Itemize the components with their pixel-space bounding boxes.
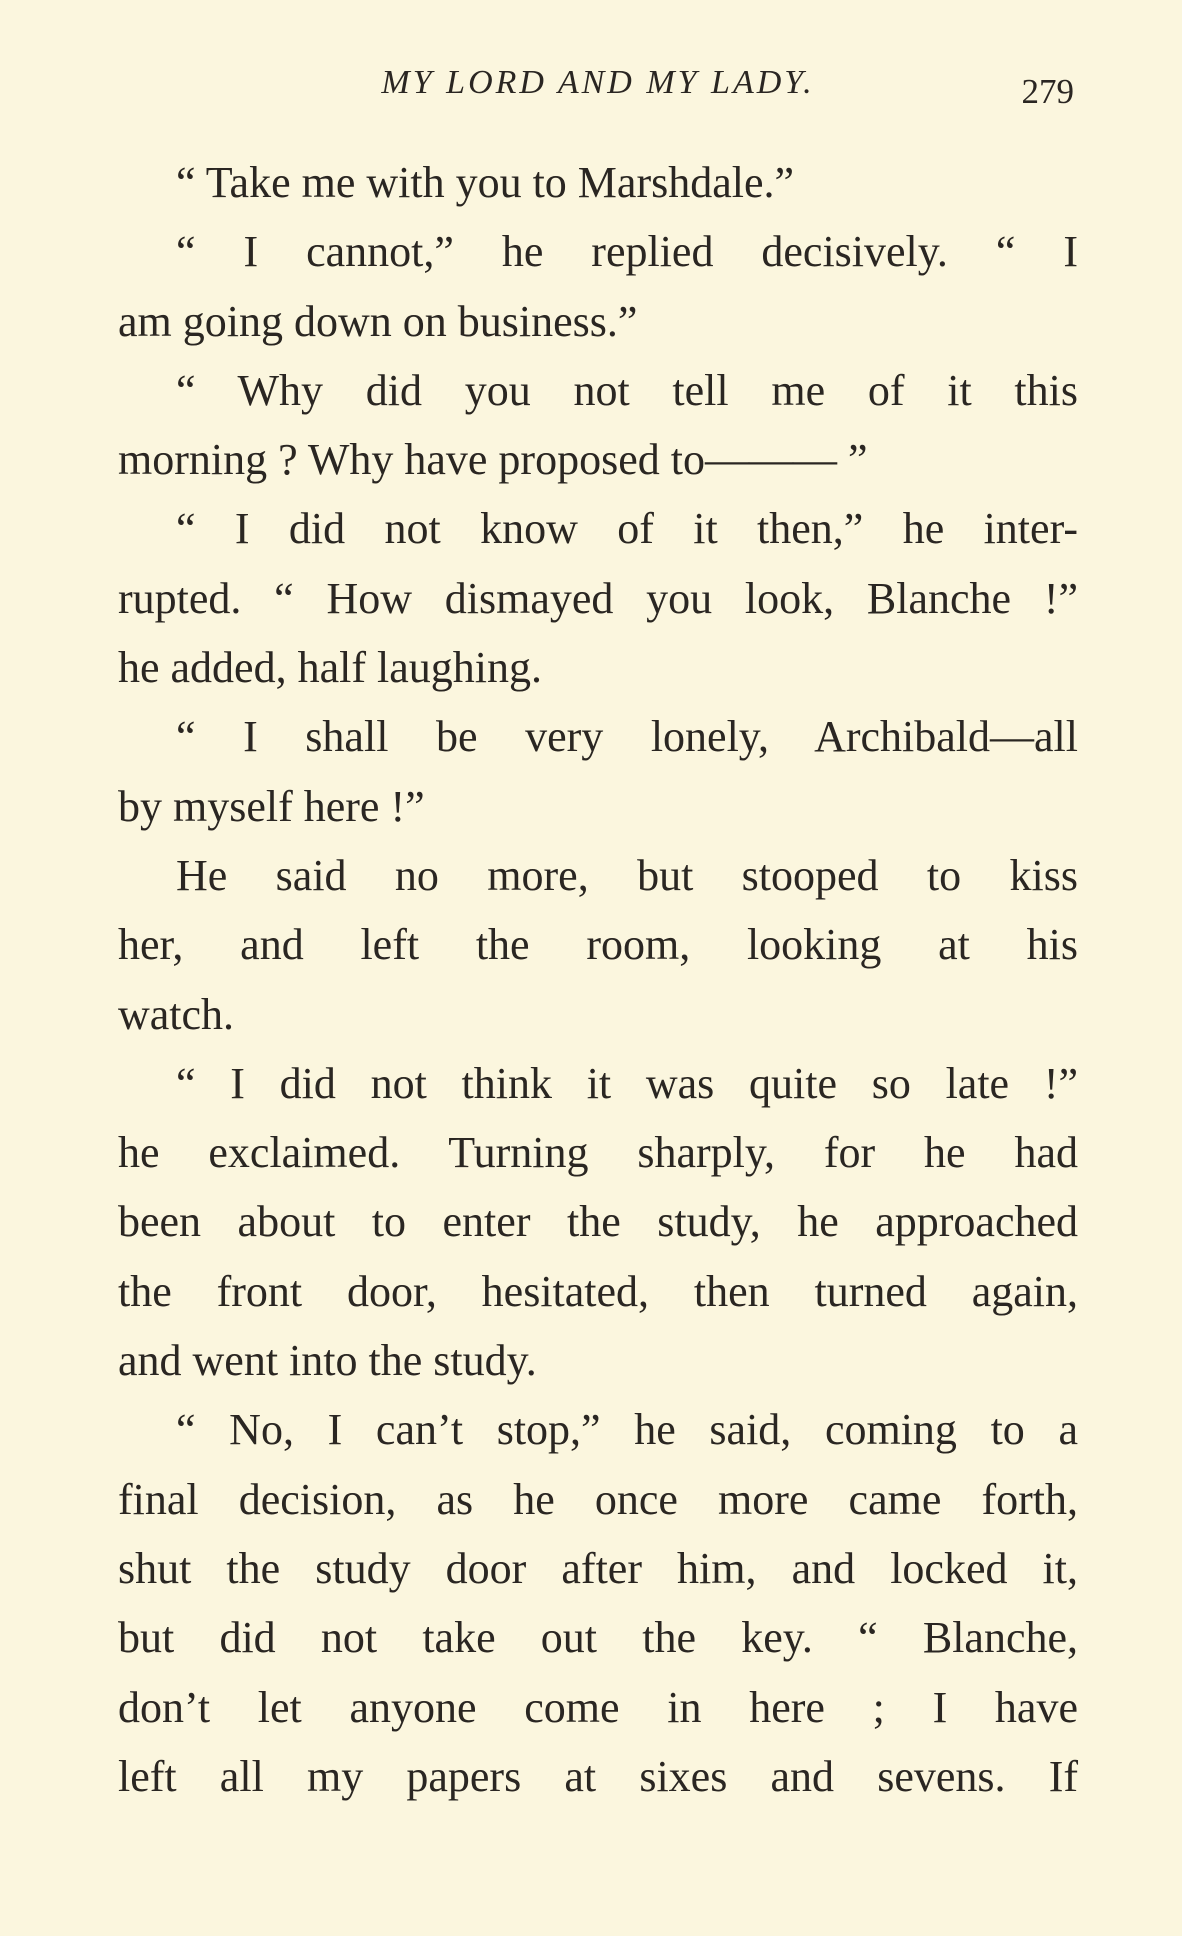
running-head xyxy=(118,64,1078,114)
page-number: 279 xyxy=(1021,72,1074,111)
text-line: been about to enter the study, he approached xyxy=(118,1197,1078,1247)
paragraph xyxy=(118,217,1078,356)
paragraph xyxy=(118,1049,1078,1395)
text-line: and went into the study. xyxy=(118,1336,537,1386)
text-line: “ I cannot,” he replied decisively. “ I xyxy=(176,227,1078,277)
text-line: he exclaimed. Turning sharply, for he had xyxy=(118,1128,1078,1178)
text-line: shut the study door after him, and locked it, xyxy=(118,1543,1078,1593)
text-line: her, and left the room, looking at his xyxy=(118,920,1078,970)
text-line: the front door, hesitated, then turned again, xyxy=(118,1266,1078,1316)
text-line: left all my papers at sixes and sevens. If xyxy=(118,1751,1078,1801)
text-line: “ Take me with you to Marshdale.” xyxy=(176,158,795,207)
text-line: final decision, as he once more came forth, xyxy=(118,1474,1078,1524)
text-line: but did not take out the key. “ Blanche, xyxy=(118,1613,1078,1663)
paragraph xyxy=(118,494,1078,702)
text-line: “ Why did you not tell me of it this xyxy=(176,365,1078,415)
text-line: rupted. “ How dismayed you look, Blanche !” xyxy=(118,573,1078,623)
running-head-title: MY LORD AND MY LADY. xyxy=(381,64,815,101)
paragraph xyxy=(118,148,1078,217)
text-line: “ No, I can’t stop,” he said, coming to a xyxy=(176,1405,1078,1455)
text-line: he added, half laughing. xyxy=(118,643,542,693)
text-line: morning ? Why have proposed to——— ” xyxy=(118,435,868,485)
text-line: am going down on business.” xyxy=(118,296,638,346)
text-line: watch. xyxy=(118,989,235,1039)
text-line: “ I did not know of it then,” he inter- xyxy=(176,504,1078,554)
text-line: don’t let anyone come in here ; I have xyxy=(118,1682,1078,1732)
paragraph xyxy=(118,356,1078,495)
paragraph xyxy=(118,702,1078,841)
paragraph xyxy=(118,841,1078,1049)
paragraph xyxy=(118,1395,1078,1811)
text-line: “ I did not think it was quite so late !” xyxy=(176,1058,1078,1108)
body-text xyxy=(118,148,1078,1811)
text-line: by myself here !” xyxy=(118,781,425,831)
text-line: “ I shall be very lonely, Archibald—all xyxy=(176,712,1078,762)
text-line: He said no more, but stooped to kiss xyxy=(176,850,1078,900)
